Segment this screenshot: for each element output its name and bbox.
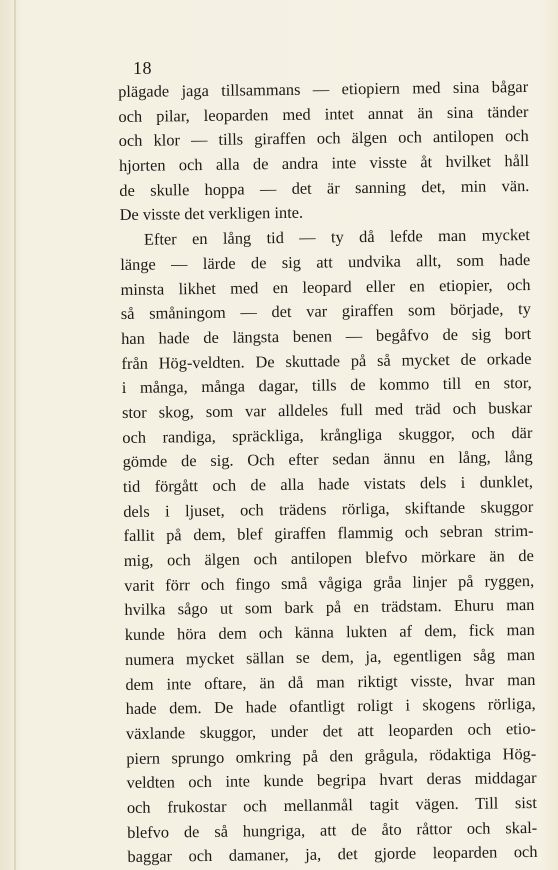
page-number: 18 bbox=[133, 58, 152, 78]
text-line: mig, och älgen och antilopen blefvo mörkare än de bbox=[123, 546, 534, 571]
text-line: länge — lärde de sig att undvika allt, som hade bbox=[120, 249, 531, 274]
text-line: veldten och inte kunde begripa hvart deras middagar bbox=[126, 768, 537, 793]
text-line: stor skog, som var alldeles full med träd och buskar bbox=[121, 397, 533, 422]
text-line: kunde höra dem och känna lukten af dem, fick man bbox=[124, 620, 535, 645]
text-line: varit förr och fingo små vågiga gråa linjer på ryggen, bbox=[124, 570, 535, 595]
text-line: dels i ljuset, och trädens rörliga, skiftande skuggor bbox=[123, 496, 534, 521]
text-line: minsta likhet med en leopard eller en etiopier, och bbox=[120, 274, 531, 299]
text-line: baggar och damaner, ja, det gjorde leoparden och bbox=[127, 842, 538, 867]
text-line: hjorten och alla de andra inte visste åt hvilket håll bbox=[118, 151, 530, 176]
text-line: piern sprungo omkring på den grågula, rödaktiga Hög- bbox=[126, 743, 537, 768]
text-line: hade dem. De hade ofantligt roligt i skogens rörliga, bbox=[125, 694, 536, 719]
page-gutter bbox=[14, 0, 16, 870]
text-line: han hade de längsta benen — begåfvo de sig bort bbox=[121, 323, 532, 348]
text-line: dem inte oftare, än då man riktigt visste, hvar man bbox=[125, 669, 536, 694]
text-line: numera mycket sällan se dem, ja, egentligen såg man bbox=[124, 644, 536, 669]
text-line: i många, många dagar, tills de kommo till en stor, bbox=[121, 373, 532, 398]
text-line: från Hög-veldten. De skuttade på så mycket de orkade bbox=[121, 348, 532, 373]
text-line: plägade jaga tillsammans — etiopiern med sina bågar bbox=[118, 76, 529, 101]
text-line: Efter en lång tid — ty då lefde man mycket bbox=[143, 225, 531, 249]
text-line: fallit på dem, blef giraffen flammig och sebran strim- bbox=[123, 521, 534, 546]
text-line: blefvo de så hungriga, att de åto råttor och skal- bbox=[127, 817, 538, 842]
text-line: och pilar, leoparden med intet annat än sina tänder bbox=[118, 101, 529, 126]
text-line: hvilka sågo ut som bark på en trädstam. Ehuru man bbox=[124, 595, 535, 620]
text-line: och klor — tills giraffen och älgen och antilopen och bbox=[118, 126, 529, 151]
body-text bbox=[118, 75, 538, 870]
text-line: så småningom — det var giraffen som började, ty bbox=[120, 299, 531, 324]
text-line: växlande skuggor, under det att leoparden och etio- bbox=[125, 718, 537, 743]
text-line: och frukostar och mellanmål tagit vägen. Till sist bbox=[126, 792, 537, 817]
text-line: gömde de sig. Och efter sedan ännu en lång, lång bbox=[122, 447, 533, 472]
text-line: de skulle hoppa — det är sanning det, min vän. bbox=[119, 175, 530, 200]
text-line: och randiga, spräckliga, krångliga skuggor, och där bbox=[122, 422, 533, 447]
text-line: tid förgått och de alla hade vistats dels i dunklet, bbox=[122, 471, 534, 496]
text-line: De visste det verkligen inte. bbox=[119, 203, 304, 225]
